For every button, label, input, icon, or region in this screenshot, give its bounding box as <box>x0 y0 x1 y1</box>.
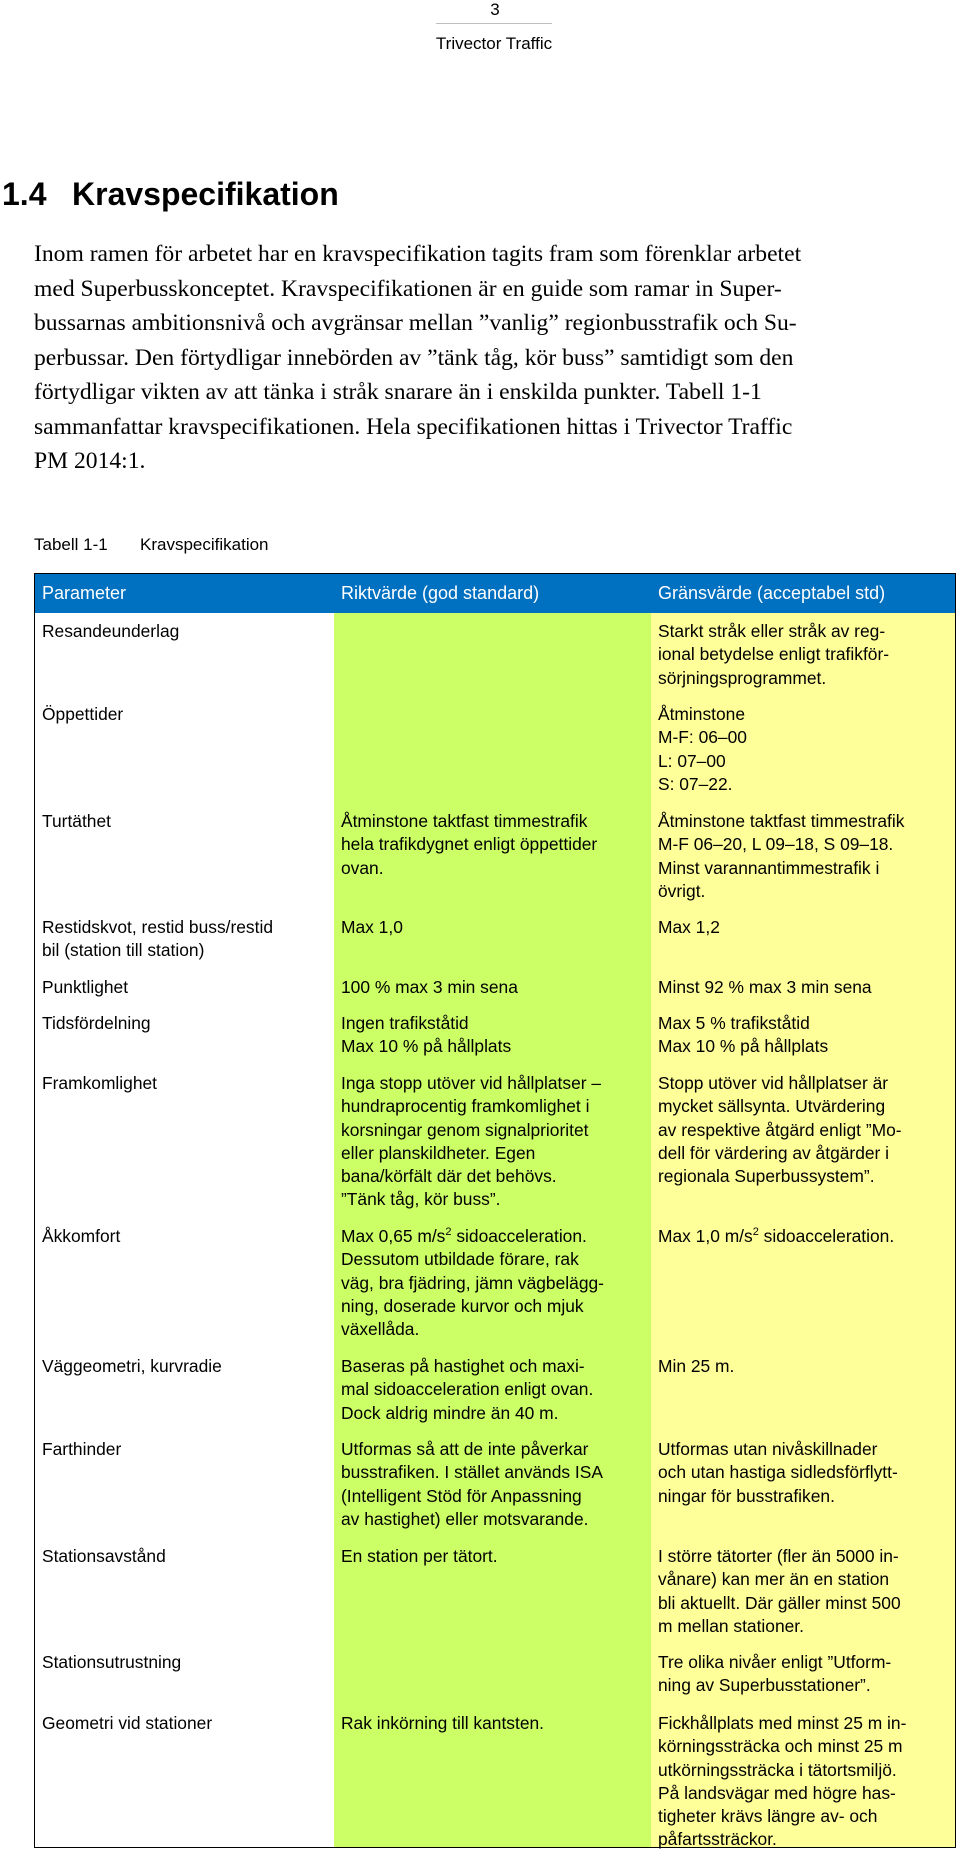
parameter-cell: Restidskvot, restid buss/restid bil (station till station) <box>42 917 273 961</box>
gransvarde-cell: Minst 92 % max 3 min sena <box>658 977 872 997</box>
parameter-cell: Åkkomfort <box>42 1226 121 1246</box>
header-riktvarde: Riktvärde (god standard) <box>341 583 540 603</box>
section-title: Kravspecifikation <box>72 176 339 212</box>
header-rule <box>436 23 552 24</box>
superscript: 2 <box>445 1226 452 1239</box>
body-line: med Superbusskonceptet. Kravspecifikationen är en guide som ramar in Super- <box>34 275 782 302</box>
riktvarde-text: Max 0,65 m/s <box>341 1226 446 1246</box>
body-line: Inom ramen för arbetet har en kravspecifikation tagits fram som förenklar arbetet <box>34 241 802 267</box>
gransvarde-text: Max 1,0 m/s <box>658 1226 753 1246</box>
parameter-cell: Turtäthet <box>42 811 111 831</box>
body-line: förtydligar vikten av att tänka i stråk snarare än i enskilda punkter. Tabell 1-1 <box>34 379 762 405</box>
parameter-cell: Punktlighet <box>42 977 129 997</box>
table-caption-title: Kravspecifikation <box>140 535 269 554</box>
table-caption <box>34 534 269 556</box>
body-line: bussarnas ambitionsnivå och avgränsar mellan ”vanlig” regionbusstrafik och Su- <box>34 310 797 336</box>
gransvarde-cell: Stopp utöver vid hållplatser är mycket sällsynta. Utvärdering av respektive åtgärd enligt ”Mo- dell för värdering av åtgärder i regionala Superbussystem”. <box>658 1073 902 1187</box>
riktvarde-cell: Åtminstone taktfast timmestrafik hela trafikdygnet enligt öppettider ovan. <box>341 811 598 878</box>
gransvarde-cell: Åtminstone M-F: 06–00 L: 07–00 S: 07–22. <box>658 704 747 794</box>
section-number: 1.4 <box>2 176 47 212</box>
parameter-cell: Stationsavstånd <box>42 1546 166 1566</box>
riktvarde-text: sidoacceleration. Dessutom utbildade förare, rak väg, bra fjädring, jämn vägbelägg- ning, doserade kurvor och mjuk växellåda. <box>341 1226 604 1340</box>
riktvarde-cell: Rak inkörning till kantsten. <box>341 1713 544 1733</box>
parameter-cell: Farthinder <box>42 1439 122 1459</box>
parameter-cell: Tidsfördelning <box>42 1013 151 1033</box>
riktvarde-cell: Ingen trafikståtid Max 10 % på hållplats <box>341 1013 512 1057</box>
header-gransvarde: Gränsvärde (acceptabel std) <box>658 583 886 603</box>
header-parameter: Parameter <box>42 583 127 603</box>
riktvarde-cell: Inga stopp utöver vid hållplatser – hundraprocentig framkomlighet i korsningar genom signalprioritet eller planskildheter. Egen bana/körfält där det behövs. ”Tänk tåg, kör buss”. <box>341 1073 602 1210</box>
gransvarde-cell: Tre olika nivåer enligt ”Utform- ning av Superbusstationer”. <box>658 1652 892 1696</box>
gransvarde-cell: Åtminstone taktfast timmestrafik M-F 06–20, L 09–18, S 09–18. Minst varannantimmestrafik i övrigt. <box>658 811 905 901</box>
gransvarde-cell: Min 25 m. <box>658 1356 735 1376</box>
table-border <box>34 573 956 1848</box>
gransvarde-cell: Utformas utan nivåskillnader och utan hastiga sidledsförflytt- ningar för busstrafiken. <box>658 1439 898 1506</box>
table-caption-label: Tabell 1-1 <box>34 535 108 554</box>
body-line: perbussar. Den förtydligar innebörden av ”tänk tåg, kör buss” samtidigt som den <box>34 344 794 371</box>
parameter-cell: Stationsutrustning <box>42 1652 182 1672</box>
section-heading <box>2 174 339 214</box>
body-line: sammanfattar kravspecifikationen. Hela specifikationen hittas i Trivector Traffic <box>34 413 793 440</box>
gransvarde-text: sidoacceleration. <box>758 1226 895 1246</box>
superscript: 2 <box>752 1226 759 1239</box>
page-number: 3 <box>490 0 500 19</box>
riktvarde-cell: Baseras på hastighet och maxi- mal sidoacceleration enligt ovan. Dock aldrig mindre än 40 m. <box>341 1356 594 1423</box>
requirements-table <box>34 573 956 1848</box>
riktvarde-cell: Utformas så att de inte påverkar busstrafiken. I stället används ISA (Intelligent Stöd för Anpassning av hastighet) eller motsvarande. <box>341 1439 603 1529</box>
riktvarde-cell: En station per tätort. <box>341 1546 498 1566</box>
parameter-cell: Geometri vid stationer <box>42 1713 213 1733</box>
parameter-cell: Väggeometri, kurvradie <box>42 1356 222 1376</box>
body-paragraph <box>34 237 956 479</box>
riktvarde-cell: 100 % max 3 min sena <box>341 977 518 997</box>
parameter-cell: Öppettider <box>42 704 124 724</box>
gransvarde-cell: I större tätorter (fler än 5000 in- vånare) kan mer än en station bli aktuellt. Där gäller minst 500 m mellan stationer. <box>658 1546 901 1636</box>
parameter-cell: Framkomlighet <box>42 1073 158 1093</box>
riktvarde-cell: Max 1,0 <box>341 917 403 937</box>
gransvarde-cell: Max 5 % trafikståtid Max 10 % på hållplats <box>658 1013 829 1057</box>
body-line: PM 2014:1. <box>34 448 146 474</box>
gransvarde-cell: Fickhållplats med minst 25 m in- körningssträcka och minst 25 m utkörningssträcka i tätortsmiljö. På landsvägar med högre has- tigheter krävs längre av- och påfartssträckor. <box>658 1713 907 1850</box>
running-header: Trivector Traffic <box>435 34 553 53</box>
parameter-cell: Resandeunderlag <box>42 621 180 641</box>
gransvarde-cell: Max 1,2 <box>658 917 720 937</box>
gransvarde-cell: Starkt stråk eller stråk av reg- ional betydelse enligt trafikför- sörjningsprogrammet. <box>658 621 890 688</box>
